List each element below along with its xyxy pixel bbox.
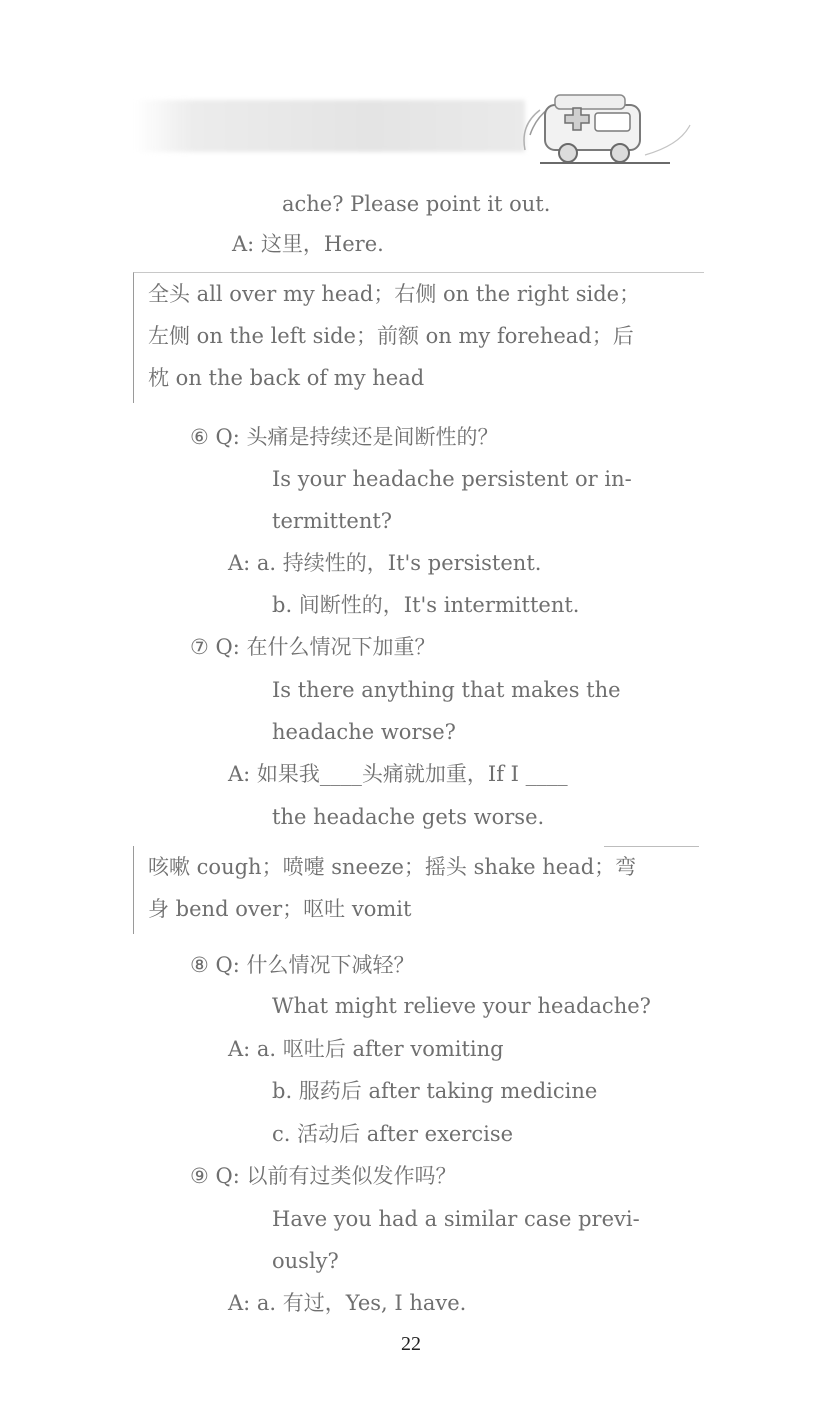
question-english: termittent? xyxy=(272,509,393,533)
question-line: ⑦ Q: 在什么情况下加重？ xyxy=(190,635,436,659)
answer-line: A: a. 呕吐后 after vomiting xyxy=(228,1037,504,1061)
answer-line: b. 服药后 after taking medicine xyxy=(272,1079,598,1103)
answer-line: A: a. 有过，Yes, I have. xyxy=(228,1291,467,1315)
answer-line: c. 活动后 after exercise xyxy=(272,1122,514,1146)
box-row: 咳嗽 cough；喷嚏 sneeze；摇头 shake head；弯 xyxy=(148,855,637,879)
question-line: ⑨ Q: 以前有过类似发作吗？ xyxy=(190,1164,457,1188)
question-line: ⑥ Q: 头痛是持续还是间断性的？ xyxy=(190,425,499,449)
question-english: Have you had a similar case previ- xyxy=(272,1207,640,1231)
answer-line: A: 如果我____头痛就加重，If I ____ xyxy=(228,762,568,786)
question-english: headache worse? xyxy=(272,720,456,744)
vocabulary-box-location xyxy=(133,272,704,403)
box-row: 枕 on the back of my head xyxy=(148,366,425,390)
box-row: 左侧 on the left side；前额 on my forehead；后 xyxy=(148,324,634,348)
vocabulary-box-triggers xyxy=(133,846,710,934)
page-number: 22 xyxy=(401,1333,421,1355)
question-english: Is your headache persistent or in- xyxy=(272,467,632,491)
answer-line: the headache gets worse. xyxy=(272,805,545,829)
ambulance-icon xyxy=(520,85,700,170)
box-row: 全头 all over my head；右侧 on the right side； xyxy=(148,282,641,306)
box-row: 身 bend over；呕吐 vomit xyxy=(148,897,412,921)
header-decoration xyxy=(135,100,525,152)
question-line: ⑧ Q: 什么情况下减轻？ xyxy=(190,953,415,977)
answer-line: b. 间断性的，It's intermittent. xyxy=(272,593,580,617)
question-continuation: ache? Please point it out. xyxy=(282,192,551,216)
box-top-rule xyxy=(604,846,699,847)
question-english: Is there anything that makes the xyxy=(272,678,621,702)
answer-line: A: a. 持续性的，It's persistent. xyxy=(228,551,542,575)
question-english: ously? xyxy=(272,1249,339,1273)
question-english: What might relieve your headache? xyxy=(272,994,651,1018)
answer-line: A: 这里，Here. xyxy=(232,232,384,256)
